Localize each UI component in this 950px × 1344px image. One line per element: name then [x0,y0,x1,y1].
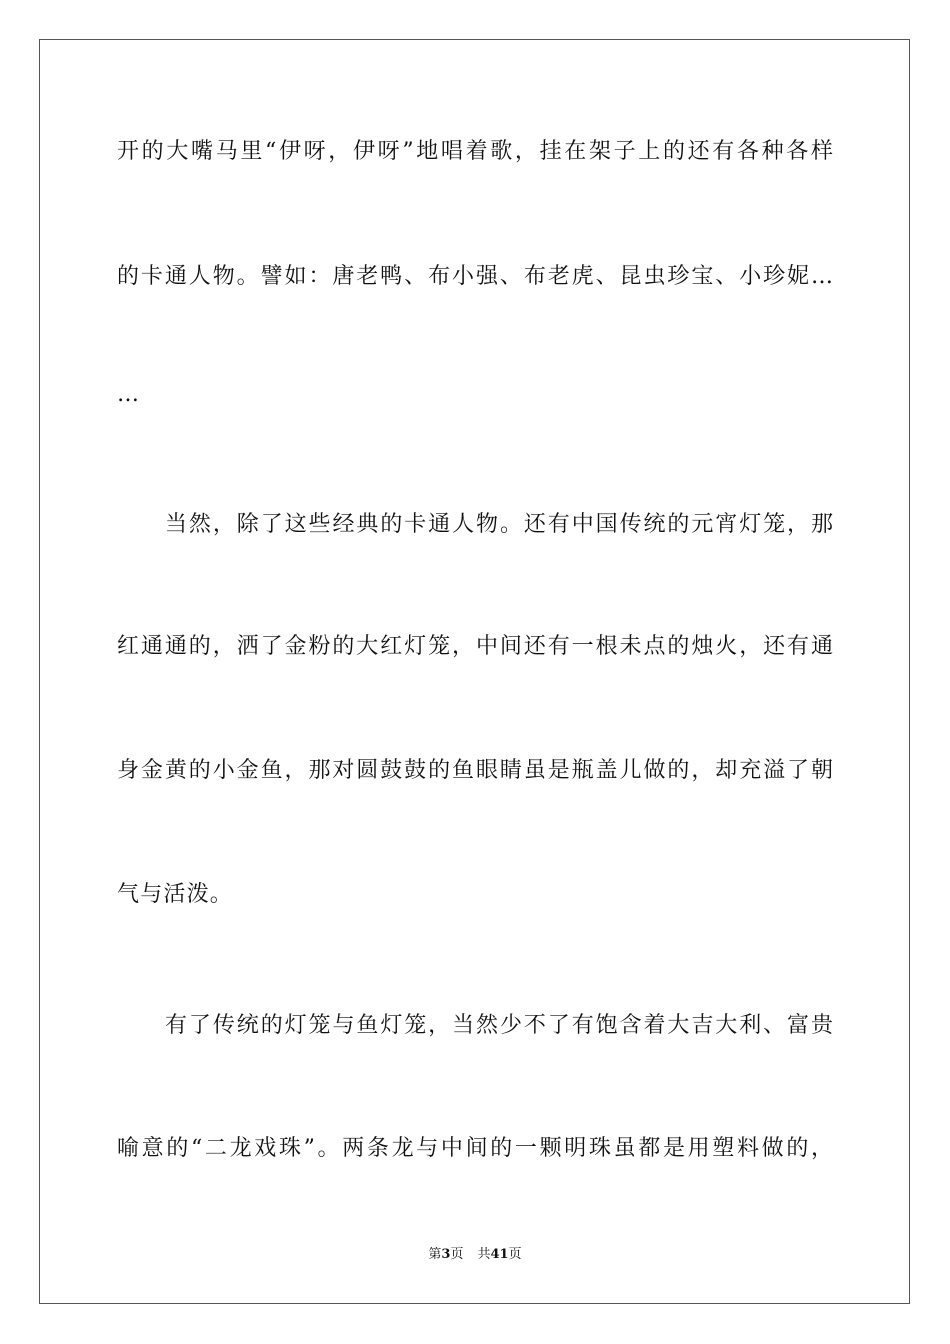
page-prefix: 第 [428,1247,442,1262]
page-footer [0,1246,950,1264]
body-line-4: 当然，除了这些经典的卡通人物。还有中国传统的元宵灯笼，那 [165,512,833,537]
body-line-5: 红通通的，洒了金粉的大红灯笼，中间还有一根未点的烛火，还有通 [117,634,833,659]
page-suffix: 页 [450,1247,464,1262]
body-line-1: 开的大嘴马里“伊呀，伊呀”地唱着歌，挂在架子上的还有各种各样 [117,139,833,164]
total-prefix: 共 [477,1247,491,1262]
body-line-9: 喻意的“二龙戏珠”。两条龙与中间的一颗明珠虽都是用塑料做的， [117,1136,833,1161]
body-line-3: … [117,382,141,407]
page-border [39,39,910,1304]
total-pages: 41 [490,1247,509,1262]
page-number: 3 [441,1247,451,1262]
total-suffix: 页 [508,1247,522,1262]
body-line-8: 有了传统的灯笼与鱼灯笼，当然少不了有饱含着大吉大利、富贵 [165,1013,833,1038]
body-line-2: 的卡通人物。譬如：唐老鸭、布小强、布老虎、昆虫珍宝、小珍妮… [117,264,833,289]
body-line-7: 气与活泼。 [117,882,234,907]
body-line-6: 身金黄的小金鱼，那对圆鼓鼓的鱼眼睛虽是瓶盖儿做的，却充溢了朝 [117,758,833,783]
